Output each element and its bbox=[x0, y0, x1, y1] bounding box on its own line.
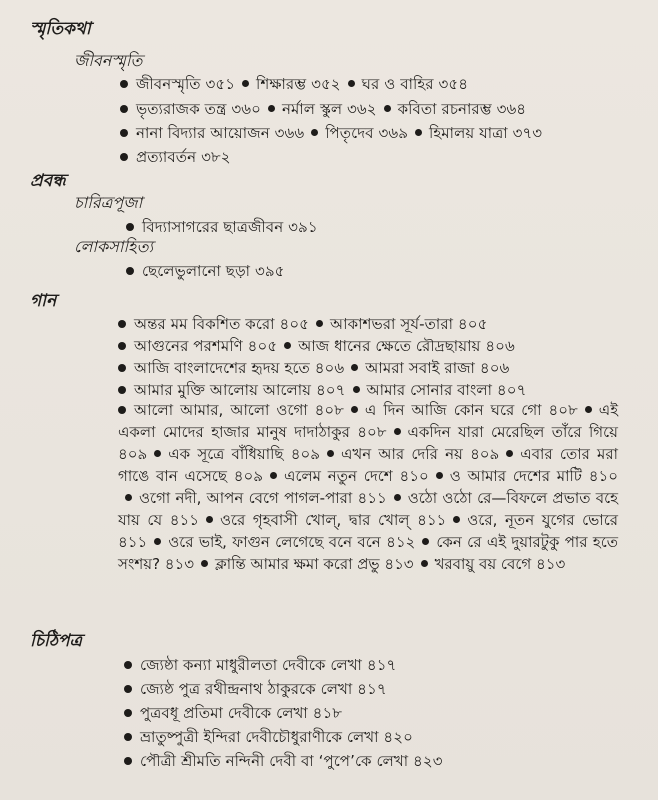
bullet-icon bbox=[118, 386, 126, 394]
toc-entry: আকাশভরা সূর্য-তারা ৪০৫ bbox=[330, 315, 488, 333]
bullet-icon bbox=[351, 406, 358, 413]
bullet-icon bbox=[268, 105, 275, 112]
toc-entry: ওঠো ওঠো রে—বিফলে প্রভাত বহে যায় যে ৪১১ bbox=[118, 489, 618, 529]
bullet-icon bbox=[206, 516, 213, 523]
toc-entry: নর্মাল স্কুল ৩৬২ bbox=[281, 100, 377, 118]
lok-item bbox=[126, 260, 285, 285]
toc-entry: শিক্ষারম্ভ ৩৫২ bbox=[256, 75, 341, 93]
bullet-icon bbox=[118, 406, 126, 414]
bullet-icon bbox=[118, 320, 126, 328]
bullet-icon bbox=[125, 494, 132, 501]
smriti-line-1 bbox=[120, 73, 468, 98]
toc-entry: হিমালয় যাত্রা ৩৭৩ bbox=[429, 124, 543, 142]
bullet-icon bbox=[201, 560, 208, 567]
bullet-icon bbox=[348, 80, 355, 87]
bullet-icon bbox=[154, 450, 161, 457]
toc-entry: পৌত্রী শ্রীমতি নন্দিনী দেবী বা ‘পুপে’কে লেখা ৪২৩ bbox=[140, 752, 443, 770]
smriti-line-2 bbox=[120, 98, 526, 123]
chithi-item-5 bbox=[124, 750, 443, 775]
toc-entry: জ্যেষ্ঠা কন্যা মাধুরীলতা দেবীকে লেখা ৪১৭ bbox=[140, 656, 397, 674]
toc-entry: খরবায়ু বয় বেগে ৪১৩ bbox=[434, 555, 566, 573]
toc-entry: ভৃত্যরাজক তন্ত্র ৩৬০ bbox=[136, 100, 261, 118]
toc-entry: ঘর ও বাহির ৩৫৪ bbox=[361, 75, 469, 93]
bullet-icon bbox=[421, 560, 428, 567]
section-heading-chithipatra: চিঠিপত্র bbox=[30, 631, 83, 651]
toc-entry: ওগো নদী, আপন বেগে পাগল-পারা ৪১১ bbox=[139, 489, 387, 507]
gaan-paragraph bbox=[118, 399, 618, 575]
bullet-icon bbox=[327, 450, 334, 457]
bullet-icon bbox=[124, 661, 132, 669]
toc-entry: এক সূত্রে বাঁধিয়াছি ৪০৯ bbox=[168, 445, 320, 463]
bullet-icon bbox=[126, 267, 134, 275]
bullet-icon bbox=[316, 320, 323, 327]
bullet-icon bbox=[242, 80, 249, 87]
chithi-item-4 bbox=[124, 726, 413, 751]
bullet-icon bbox=[394, 494, 401, 501]
toc-entry: অন্তর মম বিকশিত করো ৪০৫ bbox=[134, 315, 310, 333]
toc-entry: পুত্রবধূ প্রতিমা দেবীকে লেখা ৪১৮ bbox=[140, 704, 343, 722]
toc-entry: এ দিন আজি কোন ঘরে গো ৪০৮ bbox=[364, 401, 578, 419]
smriti-line-4 bbox=[120, 146, 231, 171]
toc-entry: পিতৃদেব ৩৬৯ bbox=[325, 124, 409, 142]
bullet-icon bbox=[126, 223, 134, 231]
toc-entry: নানা বিদ্যার আয়োজন ৩৬৬ bbox=[136, 124, 305, 142]
bullet-icon bbox=[124, 757, 132, 765]
bullet-icon bbox=[353, 386, 360, 393]
bullet-icon bbox=[124, 733, 132, 741]
bullet-icon bbox=[436, 472, 443, 479]
toc-entry: কবিতা রচনারম্ভ ৩৬৪ bbox=[397, 100, 527, 118]
section-heading-smriti: স্মৃতিকথা bbox=[30, 19, 91, 39]
toc-entry: ভ্রাতুষ্পুত্রী ইন্দিরা দেবীচৌধুরাণীকে লেখা ৪২০ bbox=[140, 728, 413, 746]
bullet-icon bbox=[506, 450, 513, 457]
chithi-item-2 bbox=[124, 678, 387, 703]
subheading-jibansmriti: জীবনস্মৃতি bbox=[74, 51, 143, 70]
toc-entry: জীবনস্মৃতি ৩৫১ bbox=[136, 75, 236, 93]
toc-entry: ক্লান্তি আমার ক্ষমা করো প্রভু ৪১৩ bbox=[215, 555, 414, 573]
toc-entry: আলো আমার, আলো ওগো ৪০৮ bbox=[134, 401, 344, 419]
toc-entry: ও আমার দেশের মাটি ৪১০ bbox=[449, 467, 618, 485]
bullet-icon bbox=[422, 538, 429, 545]
section-heading-prabandha: প্রবন্ধ bbox=[30, 171, 66, 191]
toc-entry: আজ ধানের ক্ষেতে রৌদ্রছায়ায় ৪০৬ bbox=[298, 337, 515, 355]
toc-entry: ছেলেভুলানো ছড়া ৩৯৫ bbox=[142, 262, 285, 280]
bullet-icon bbox=[154, 538, 161, 545]
toc-entry: ওরে, নূতন যুগের ভোরে ৪১১ bbox=[118, 511, 618, 551]
bullet-icon bbox=[453, 516, 460, 523]
toc-entry: ওরে ভাই, ফাগুন লেগেছে বনে বনে ৪১২ bbox=[168, 533, 416, 551]
bullet-icon bbox=[118, 342, 126, 350]
bullet-icon bbox=[120, 80, 128, 88]
charitra-item bbox=[126, 216, 318, 241]
bullet-icon bbox=[415, 129, 422, 136]
toc-entry: এলেম নতুন দেশে ৪১০ bbox=[284, 467, 429, 485]
toc-entry: একদিন যারা মেরেছিল তাঁরে গিয়ে ৪০৯ bbox=[118, 423, 618, 463]
section-heading-gaan: গান bbox=[30, 291, 57, 311]
chithi-item-3 bbox=[124, 702, 342, 727]
bullet-icon bbox=[124, 709, 132, 717]
bullet-icon bbox=[585, 406, 592, 413]
smriti-line-3 bbox=[120, 122, 542, 147]
toc-entry: আমার সোনার বাংলা ৪০৭ bbox=[366, 381, 527, 399]
bullet-icon bbox=[394, 428, 401, 435]
toc-entry: আগুনের পরশমণি ৪০৫ bbox=[134, 337, 278, 355]
bullet-icon bbox=[311, 129, 318, 136]
bullet-icon bbox=[118, 364, 126, 372]
chithi-item-1 bbox=[124, 654, 396, 679]
bullet-icon bbox=[120, 153, 128, 161]
toc-entry: ওরে গৃহবাসী খোল্, দ্বার খোল্ ৪১১ bbox=[219, 511, 447, 529]
toc-entry: এই একলা মোদের হাজার মানুষ দাদাঠাকুর ৪০৮ bbox=[118, 401, 618, 441]
toc-entry: আমরা সবাই রাজা ৪০৬ bbox=[365, 359, 510, 377]
bullet-icon bbox=[120, 129, 128, 137]
bullet-icon bbox=[384, 105, 391, 112]
toc-entry: আজি বাংলাদেশের হৃদয় হতে ৪০৬ bbox=[134, 359, 345, 377]
toc-entry: আমার মুক্তি আলোয় আলোয় ৪০৭ bbox=[134, 381, 346, 399]
bullet-icon bbox=[351, 364, 358, 371]
bullet-icon bbox=[120, 105, 128, 113]
toc-entry: এবার তোর মরা গাঙে বান এসেছে ৪০৯ bbox=[118, 445, 618, 485]
bullet-icon bbox=[124, 685, 132, 693]
subheading-loksahitya: লোকসাহিত্য bbox=[74, 237, 154, 256]
bullet-icon bbox=[284, 342, 291, 349]
subheading-charitrapuja: চারিত্রপূজা bbox=[74, 193, 143, 212]
toc-entry: জ্যেষ্ঠ পুত্র রথীন্দ্রনাথ ঠাকুরকে লেখা ৪১৭ bbox=[140, 680, 387, 698]
toc-entry: প্রত্যাবর্তন ৩৮২ bbox=[136, 148, 231, 166]
toc-entry: বিদ্যাসাগরের ছাত্রজীবন ৩৯১ bbox=[142, 218, 318, 236]
toc-entry: এখন আর দেরি নয় ৪০৯ bbox=[340, 445, 500, 463]
bullet-icon bbox=[270, 472, 277, 479]
toc-entry: কেন রে এই দুয়ারটুকু পার হতে সংশয়? ৪১৩ bbox=[118, 533, 618, 573]
